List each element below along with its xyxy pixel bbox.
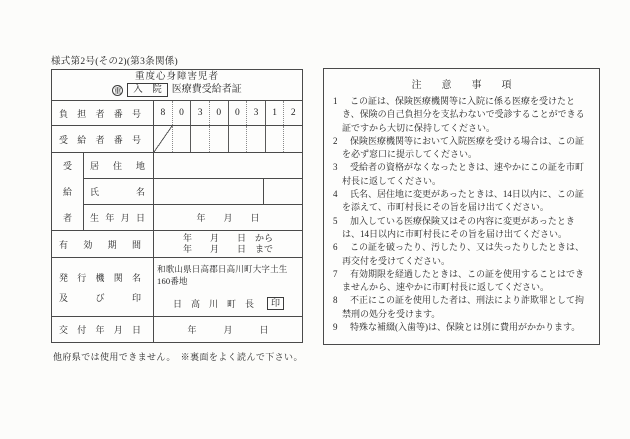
recipient-number-row [52,125,302,152]
issuer-label-cell [52,258,154,316]
recipient-digit [246,126,265,152]
certificate-title-suffix: 医療費受給者証 [171,84,242,96]
caution-number: 5 [333,215,338,226]
caution-item [332,95,591,135]
caution-number: 4 [333,189,338,200]
caution-number: 3 [333,162,338,173]
residence-label-cell [84,153,154,178]
issuer-label-line2: 及び印 [59,292,141,303]
payer-number-label: 負担者番号 [59,108,141,119]
payer-digit: 2 [283,101,302,126]
name-row [84,178,302,204]
issuer-value [154,258,302,316]
payer-digit: 0 [209,101,228,126]
recipient-digit [265,126,284,152]
certificate-table [51,69,303,343]
name-value [154,179,263,204]
recipient-number-label: 受給者番号 [59,134,141,145]
validity-label-cell [52,231,154,257]
caution-item [332,321,591,334]
certificate-title [52,70,302,100]
payer-digit: 0 [172,101,191,126]
caution-number: 2 [333,135,338,146]
issuer-name: 日 高 川 町 長 [172,298,254,309]
caution-item [332,294,591,321]
recipient-digit [228,126,247,152]
caution-item [332,268,591,295]
caution-number: 7 [333,268,338,279]
caution-text: この証は、保険医療機関等に入院に係る医療を受けたとき、保険の自己負担分を支払わないで受診することができる証ですから大切に保持してください。 [342,96,585,133]
caution-item [332,188,591,215]
caution-text: 受給者の資格がなくなったときは、速やかにこの証を市町村長に返してください。 [342,162,585,186]
recipient-digit [172,126,191,152]
validity-from: 年 月 日 から [182,232,273,243]
caution-text: 加入している医療保険又はその内容に変更があったときは、14日以内に市町村長にその旨を届け出てください。 [342,215,575,239]
payer-digit: 8 [160,108,166,119]
birthdate-label-cell [84,205,154,230]
payer-digit: 3 [246,101,265,126]
caution-number: 9 [333,322,338,333]
cautions-panel [323,68,600,345]
residence-row [84,153,302,178]
residence-label: 居住地 [90,161,145,172]
vertical-char: 受 [62,161,72,172]
validity-to: 年 月 日 まで [182,244,273,255]
issuer-label-line1: 発行機関名 [59,272,141,283]
issuer-name-line [157,297,300,310]
payer-digit: 0 [228,101,247,126]
caution-text: この証を破ったり、汚したり、又は失ったりしたときは、再交付を受けてください。 [342,242,585,266]
recipient-digit-slash-cell [154,126,172,152]
name-label: 氏名 [90,187,145,198]
name-label-cell [84,179,154,204]
certificate-title-line1: 重度心身障害児者 [134,72,219,83]
recipient-number-label-cell [52,126,154,152]
caution-text: 氏名、居住地に変更があったときは、14日以内に、この証を添えて、市町村長にその旨を届け出てください。 [342,189,584,213]
form-code: 様式第2号(その2)(第3条関係) [51,57,179,67]
issuer-address: 和歌山県日高郡日高川町大字土生160番地 [157,263,288,286]
caution-text: 不正にこの証を使用した者は、刑法により詐欺罪として拘禁刑の処分を受けます。 [342,295,585,319]
caution-text: 保険医療機関等において入院医療を受ける場合は、この証を必ず窓口に提示してください。 [342,135,585,160]
seal-placeholder: 印 [267,297,284,310]
caution-item [332,241,591,268]
certificate-title-line2 [112,83,242,97]
payer-number-row [52,100,302,126]
recipient-info-group [52,152,302,230]
recipient-digit [190,126,209,152]
caution-item [332,161,591,188]
name-side-cell [263,179,302,204]
birthdate-label: 生年月日 [90,213,145,224]
recipient-vertical-label [52,153,84,230]
caution-text: 特殊な補綴(入歯等)は、保険とは別に費用がかかります。 [350,322,581,333]
cautions-title: 注 意 事 項 [411,80,512,91]
issuer-row [52,257,302,316]
recipient-digit [209,126,228,152]
vertical-char: 者 [62,212,72,223]
inpatient-boxed-label: 入 院 [127,83,168,97]
recipient-digit [283,126,302,152]
issue-date-label: 交付年月日 [59,325,141,336]
birthdate-value: 年 月 日 [196,213,260,224]
caution-text: 有効期限を経過したときは、この証を使用することはできませんから、速やかに市町村長に返してください。 [342,268,585,293]
caution-number: 6 [333,242,338,253]
residence-value [154,153,302,178]
vertical-char: 給 [62,187,72,198]
caution-item [332,135,591,162]
usage-restriction-note: 他府県では使用できません。 ※裏面をよく読んで下さい。 [53,352,303,362]
circled-mark: 重 [113,85,122,95]
validity-label: 有効期間 [59,239,141,250]
payer-digit: 3 [190,101,209,126]
caution-number: 8 [333,295,338,306]
payer-number-cells [154,101,302,126]
birthdate-row [84,204,302,230]
payer-digit: 1 [265,101,284,126]
caution-number: 1 [333,96,338,106]
issue-date-value: 年 月 日 [187,325,269,336]
payer-number-label-cell [52,101,154,126]
recipient-number-cells [154,126,302,152]
validity-period-row [52,230,302,257]
validity-value [154,231,302,257]
caution-item [332,215,591,242]
issue-date-row [52,316,302,342]
issue-date-label-cell [52,317,154,342]
